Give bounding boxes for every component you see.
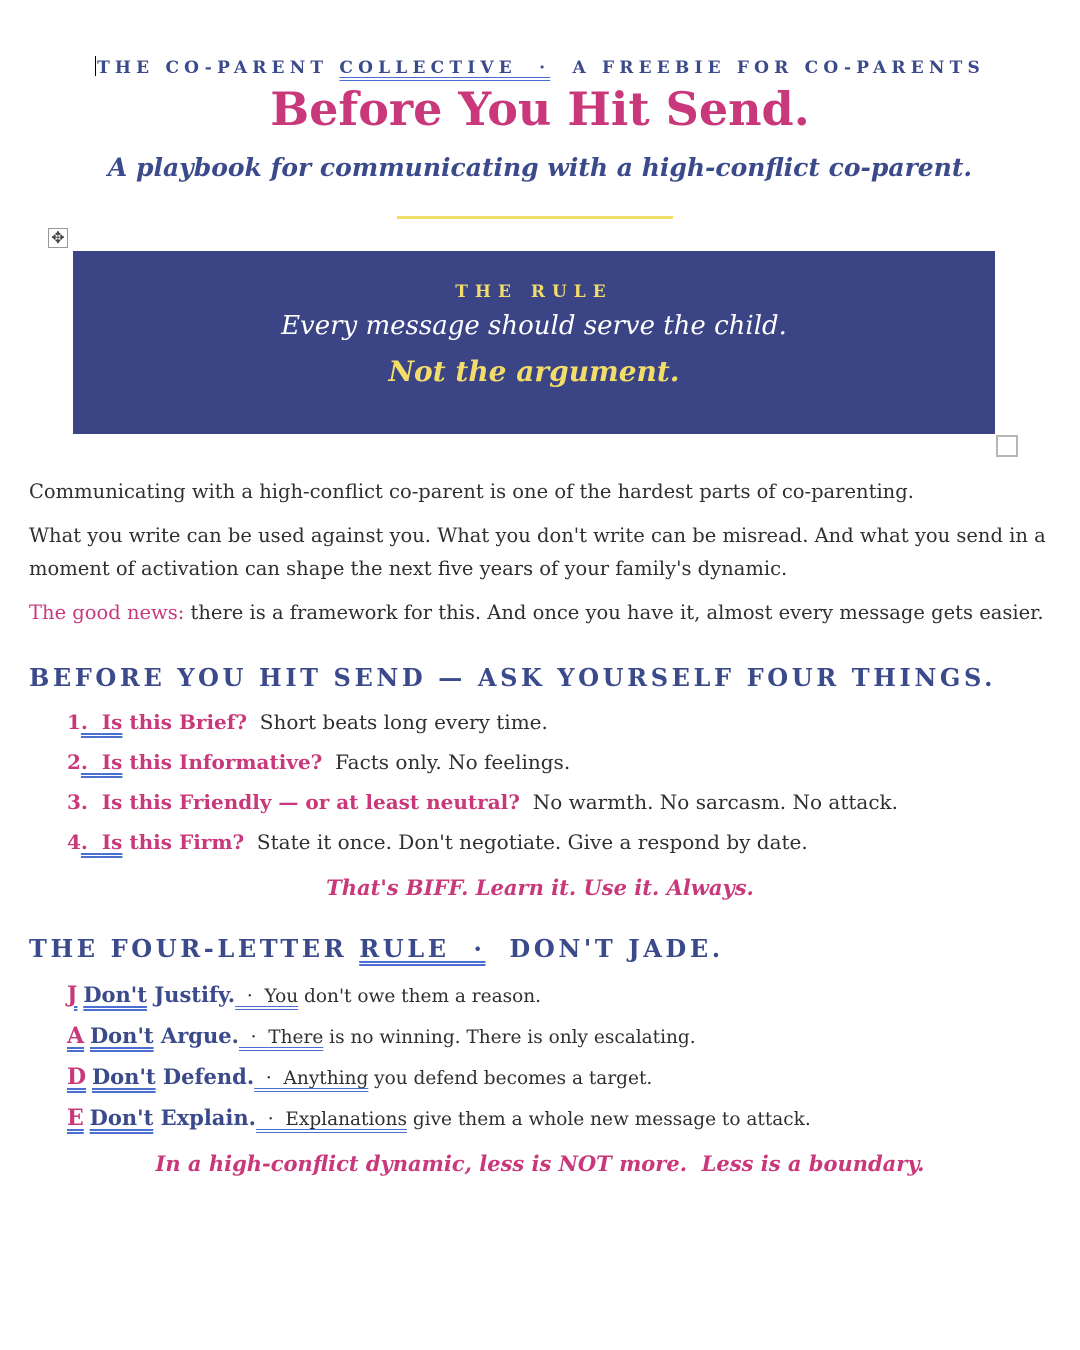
item-flagged: . Is — [80, 750, 123, 774]
jade-heading — [29, 934, 724, 963]
jade-dont: Don't — [91, 1064, 156, 1089]
page-title: Before You Hit Send. — [270, 82, 810, 136]
jade-first-word: · You — [235, 986, 299, 1007]
jade-text: you defend becomes a target. — [368, 1068, 653, 1089]
item-flagged: . Is — [80, 830, 123, 854]
item-is: . Is — [80, 790, 123, 814]
item-answer: State it once. Don't negotiate. Give a respond by date. — [244, 830, 808, 854]
jade-callout: In a high-conflict dynamic, less is NOT more. Less is a boundary. — [155, 1151, 925, 1176]
brand-line — [0, 56, 1080, 78]
item-question: this Brief? — [122, 710, 248, 734]
resize-handle-icon[interactable] — [996, 435, 1018, 457]
jade-first-word: · Anything — [254, 1068, 369, 1089]
biff-callout: That's BIFF. Learn it. Use it. Always. — [326, 875, 754, 900]
jade-item-e — [67, 1105, 811, 1131]
jade-verb: Justify. — [146, 982, 236, 1007]
intro-paragraph-1: Communicating with a high-conflict co-parent is one of the hardest parts of co-parenting. — [29, 480, 914, 503]
jade-dont: Don't — [83, 982, 147, 1007]
good-news-lead: The good news: — [29, 601, 185, 624]
jade-first-word: · There — [238, 1027, 324, 1048]
item-number: 3 — [67, 790, 81, 814]
jade-item-a — [67, 1023, 696, 1049]
intro-paragraph-3 — [29, 596, 1059, 629]
item-flagged: . Is — [80, 710, 123, 734]
move-handle-icon[interactable]: ✥ — [48, 228, 68, 248]
biff-item-3 — [67, 790, 898, 814]
item-number: 2 — [67, 750, 81, 774]
biff-heading: BEFORE YOU HIT SEND — ASK YOURSELF FOUR THINGS. — [29, 663, 997, 692]
jade-verb: Defend. — [155, 1064, 255, 1089]
jade-verb: Explain. — [153, 1105, 256, 1130]
item-number: 4 — [67, 830, 81, 854]
jade-first-word: · Explanations — [255, 1109, 407, 1130]
jade-letter: E — [67, 1105, 84, 1131]
item-question: this Informative? — [122, 750, 323, 774]
rule-kicker: THE RULE — [455, 282, 613, 302]
rule-emphasis: Not the argument. — [388, 355, 680, 388]
page-subtitle: A playbook for communicating with a high-conflict co-parent. — [107, 153, 973, 182]
biff-item-4 — [67, 830, 808, 854]
item-answer: Facts only. No feelings. — [322, 750, 571, 774]
text-caret — [95, 56, 96, 76]
biff-item-1 — [67, 710, 548, 734]
intro-paragraph-2: What you write can be used against you. What you don't write can be misread. And what you send in a moment of activation can shape the next five years of your family's dynamic. — [29, 524, 1046, 580]
jade-item-d — [67, 1064, 652, 1090]
jade-dont: Don't — [89, 1105, 154, 1130]
jade-dont: Don't — [89, 1023, 154, 1048]
jade-heading-b: DON'T JADE. — [485, 934, 724, 963]
item-answer: Short beats long every time. — [247, 710, 548, 734]
jade-verb: Argue. — [153, 1023, 239, 1048]
biff-item-2 — [67, 750, 570, 774]
brand-name-flagged: COLLECTIVE · — [339, 58, 551, 78]
jade-heading-flagged: RULE · — [359, 934, 486, 963]
rule-callout-box — [73, 251, 995, 434]
item-number: 1 — [67, 710, 81, 734]
item-answer: No warmth. No sarcasm. No attack. — [519, 790, 899, 814]
jade-item-j — [67, 982, 541, 1008]
jade-letter: D — [67, 1064, 87, 1090]
brand-name: THE CO-PARENT — [97, 58, 340, 78]
item-question: this Firm? — [122, 830, 245, 854]
brand-tagline: A FREEBIE FOR CO-PARENTS — [550, 58, 985, 78]
jade-letter: A — [67, 1023, 85, 1049]
rule-statement: Every message should serve the child. — [281, 311, 787, 341]
jade-text: don't owe them a reason. — [298, 986, 542, 1007]
jade-letter: J — [67, 982, 78, 1008]
good-news-text: there is a framework for this. And once you have it, almost every message gets easier. — [184, 601, 1044, 624]
jade-heading-a: THE FOUR-LETTER — [29, 934, 360, 963]
jade-text: give them a whole new message to attack. — [406, 1109, 811, 1130]
jade-text: is no winning. There is only escalating. — [323, 1027, 696, 1048]
item-question: this Friendly — or at least neutral? — [122, 790, 520, 814]
title-divider — [397, 216, 673, 219]
